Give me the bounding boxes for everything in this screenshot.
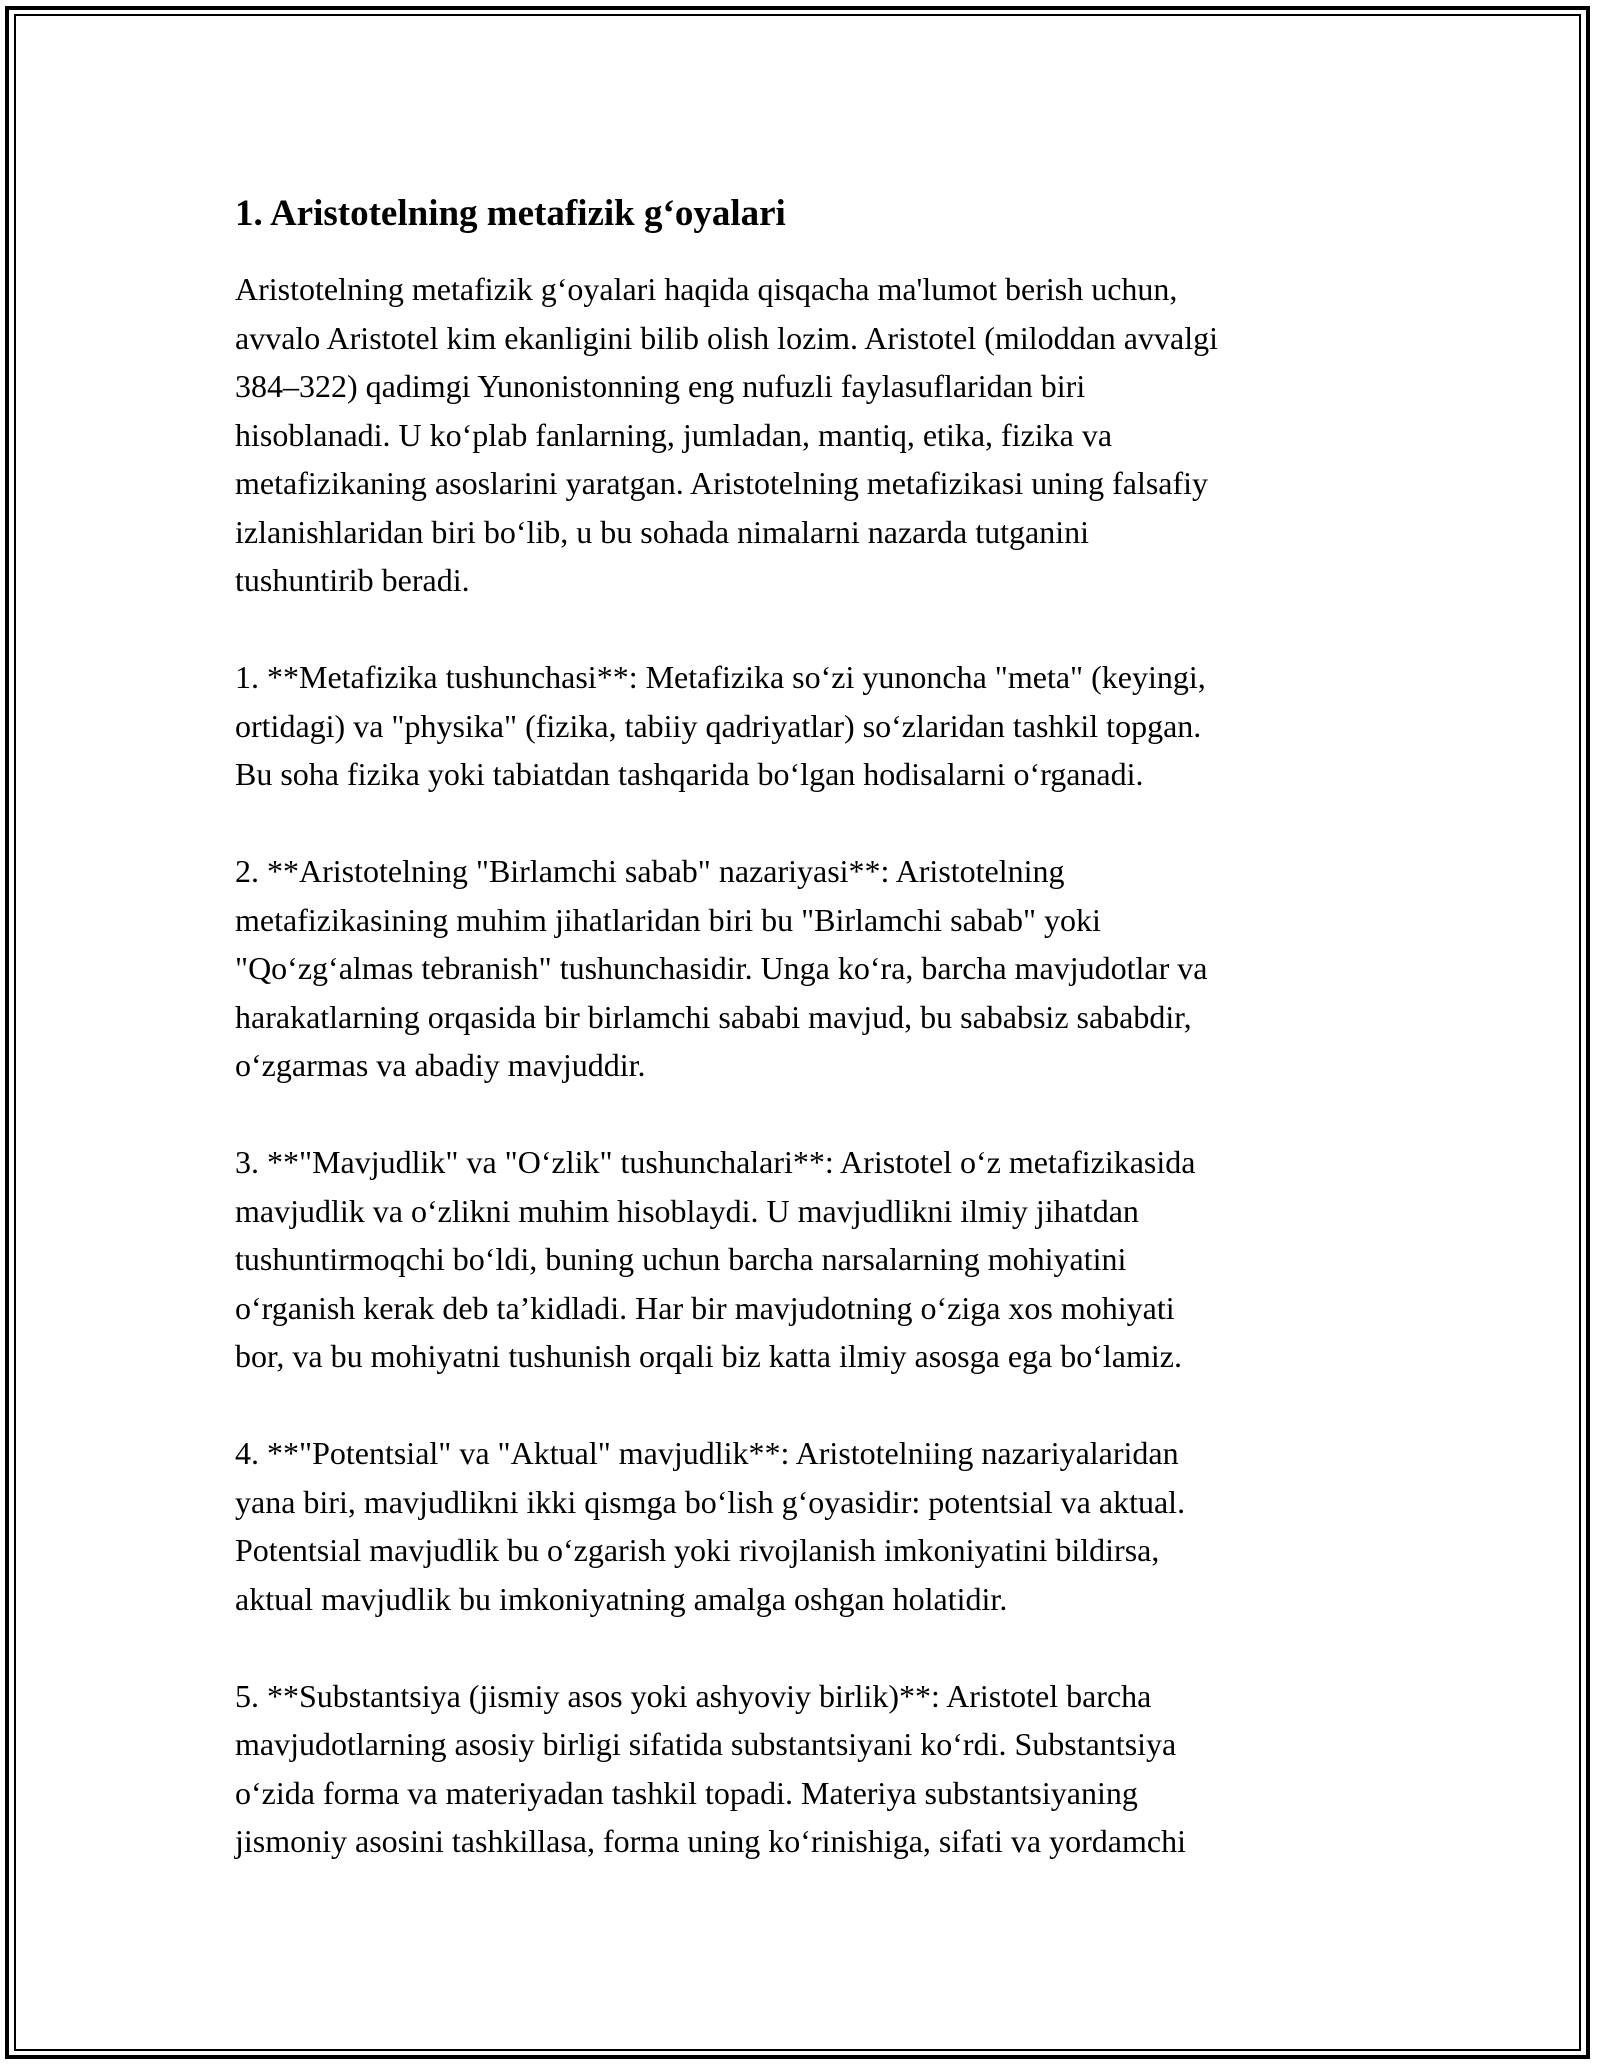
intro-paragraph: Aristotelning metafizik g‘oyalari haqida qisqacha ma'lumot berish uchun, avvalo Aristotel kim ekanligini bilib olish lozim. Aristotel (miloddan avvalgi 384–322) qadimgi Yunonistonning eng nufuzli faylasuflaridan biri hisoblanadi. U ko‘plab fanlarning, jumladan, mantiq, etika, fizika va metafizikaning asoslarini yaratgan. Aristotelning metafizikasi uning falsafiy izlanishlaridan biri bo‘lib, u bu sohada nimalarni nazarda tutganini tushuntirib beradi. (235, 271, 1218, 598)
list-item-metafizika: 1. **Metafizika tushunchasi**: Metafizika so‘zi yunoncha "meta" (keyingi, ortidagi) va "physika" (fizika, tabiiy qadriyatlar) so‘zlaridan tashkil topgan. Bu soha fizika yoki tabiatdan tashqarida bo‘lgan hodisalarni o‘rganadi. (235, 659, 1206, 792)
document-body (235, 185, 1375, 1914)
list-item-substantsiya: 5. **Substantsiya (jismiy asos yoki ashyoviy birlik)**: Aristotel barcha mavjudotlarning asosiy birligi sifatida substantsiyani ko‘rdi. Substantsiya o‘zida forma va materiyadan tashkil topadi. Materiya substantsiyaning jismoniy asosini tashkillasa, forma uning ko‘rinishiga, sifati va yordamchi (235, 1677, 1186, 1859)
document-heading: 1. Aristotelning metafizik g‘oyalari (235, 193, 786, 234)
list-item-birlamchi-sabab: 2. **Aristotelning "Birlamchi sabab" nazariyasi**: Aristotelning metafizikasining muhim jihatlaridan biri bu "Birlamchi sabab" yoki "Qo‘zg‘almas tebranish" tushunchasidir. Unga ko‘ra, barcha mavjudotlar va harakatlarning orqasida bir birlamchi sababi mavjud, bu sababsiz sababdir, o‘zgarmas va abadiy mavjuddir. (235, 853, 1208, 1083)
list-item-mavjudlik-ozlik: 3. **"Mavjudlik" va "O‘zlik" tushunchalari**: Aristotel o‘z metafizikasida mavjudlik va o‘zlikni muhim hisoblaydi. U mavjudlikni ilmiy jihatdan tushuntirmoqchi bo‘ldi, buning uchun barcha narsalarning mohiyatini o‘rganish kerak deb ta’kidladi. Har bir mavjudotning o‘ziga xos mohiyati bor, va bu mohiyatni tushunish orqali biz katta ilmiy asosga ega bo‘lamiz. (235, 1144, 1196, 1374)
list-item-potentsial-aktual: 4. **"Potentsial" va "Aktual" mavjudlik**: Aristotelniing nazariyalaridan yana biri, mavjudlikni ikki qismga bo‘lish g‘oyasidir: potentsial va aktual. Potentsial mavjudlik bu o‘zgarish yoki rivojlanish imkoniyatini bildirsa, aktual mavjudlik bu imkoniyatning amalga oshgan holatidir. (235, 1435, 1186, 1617)
